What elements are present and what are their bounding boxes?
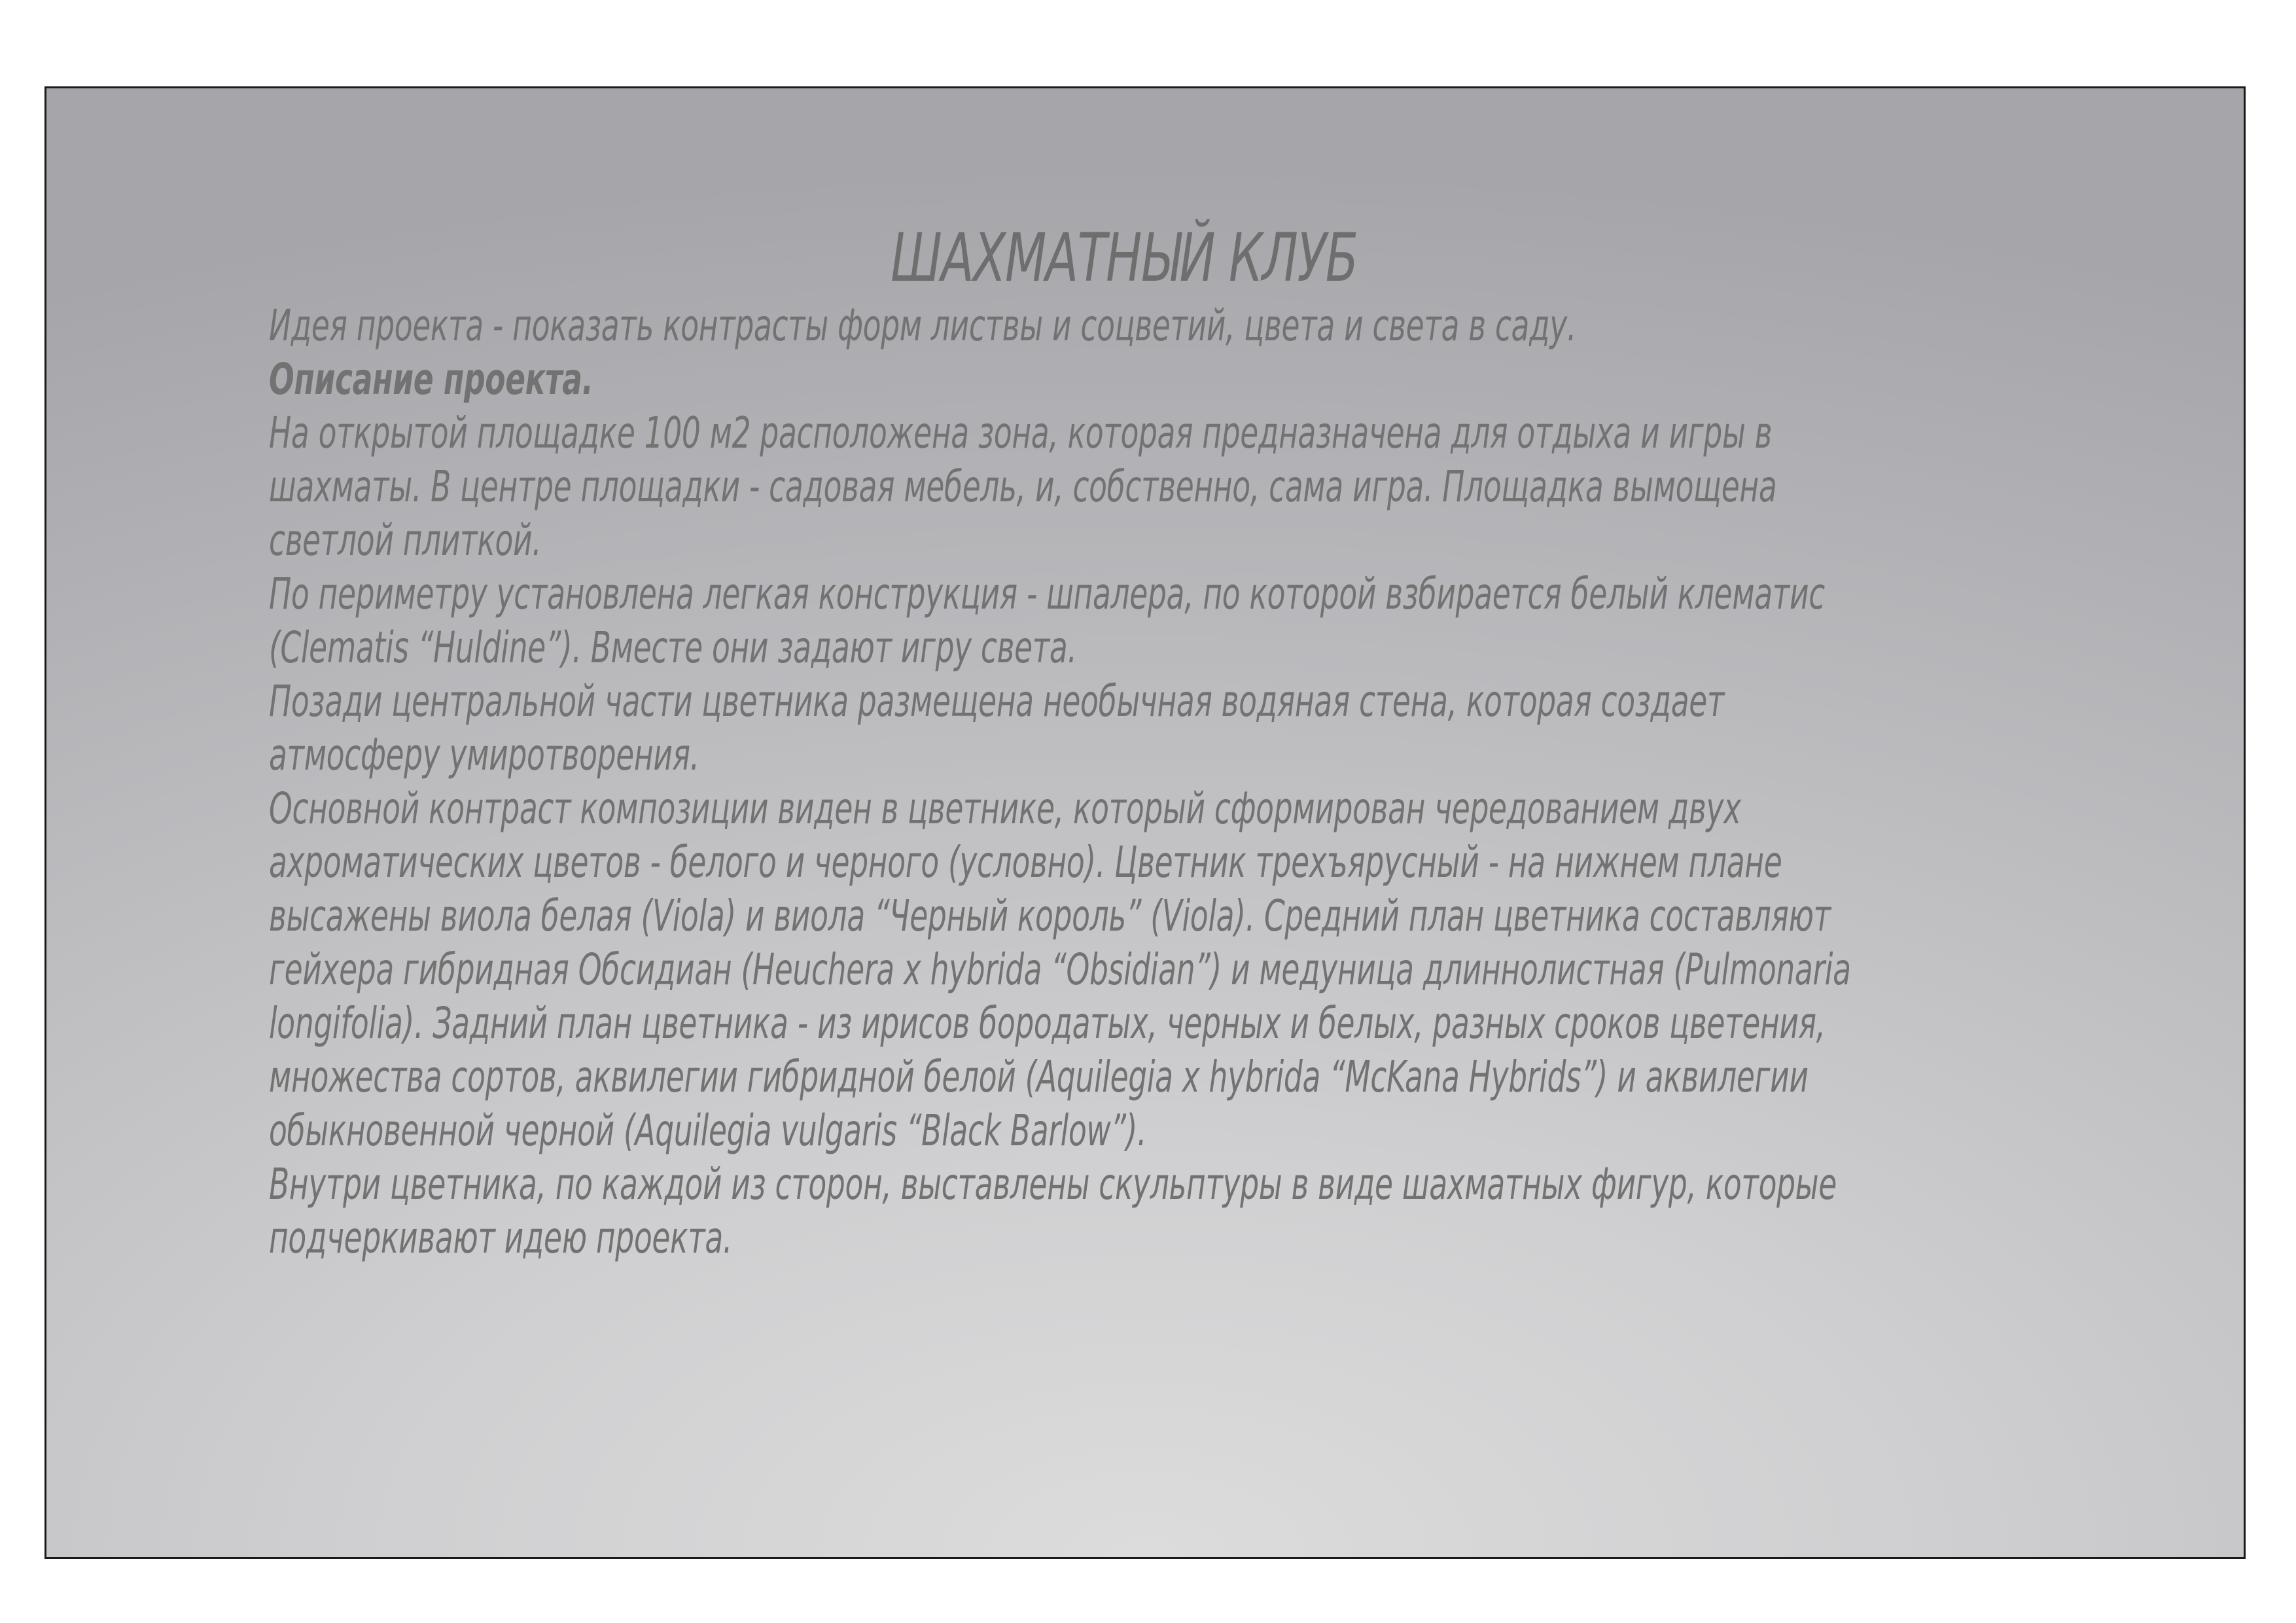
text-line: множества сортов, аквилегии гибридной белой (Aquilegia x hybrida “McKana Hybrids”) и аквилегии <box>269 1052 1809 1102</box>
text-line: Основной контраст композиции виден в цветнике, который сформирован чередованием двух <box>269 783 1741 834</box>
document-sheet <box>44 86 2246 1559</box>
page-title: ШАХМАТНЫЙ КЛУБ <box>891 219 1358 297</box>
text-line: ахроматических цветов - белого и черного (условно). Цветник трехъярусный - на нижнем плане <box>269 837 1782 887</box>
text-line: гейхера гибридная Обсидиан (Heuchera x hybrida “Obsidian”) и медуница длиннолистная (Pulmonaria <box>269 944 1851 995</box>
text-line: Позади центральной части цветника размещена необычная водяная стена, которая создает <box>269 676 1725 726</box>
text-line: атмосферу умиротворения. <box>269 730 699 780</box>
text-line: По периметру установлена легкая конструкция - шпалера, по которой взбирается белый клематис <box>269 569 1825 619</box>
text-line: longifolia). Задний план цветника - из ирисов бородатых, черных и белых, разных сроков цветения, <box>269 998 1826 1048</box>
text-line: светлой плиткой. <box>269 515 542 565</box>
text-line: обыкновенной черной (Aquilegia vulgaris “Black Barlow”). <box>269 1105 1147 1156</box>
text-line: высажены виола белая (Viola) и виола “Черный король” (Viola). Средний план цветника составляют <box>269 891 1831 941</box>
text-line-heading: Описание проекта. <box>269 354 593 404</box>
text-line-idea: Идея проекта - показать контрасты форм листвы и соцветий, цвета и света в саду. <box>269 300 1576 351</box>
text-line: подчеркивают идею проекта. <box>269 1213 733 1263</box>
text-line: Внутри цветника, по каждой из сторон, выставлены скульптуры в виде шахматных фигур, которые <box>269 1159 1837 1209</box>
text-line: шахматы. В центре площадки - садовая мебель, и, собственно, сама игра. Площадка вымощена <box>269 461 1777 512</box>
text-line: (Clematis “Huldine”). Вместе они задают игру света. <box>269 622 1077 673</box>
project-description <box>269 299 2003 1265</box>
text-line: На открытой площадке 100 м2 расположена зона, которая предназначена для отдыха и игры в <box>269 408 1773 458</box>
